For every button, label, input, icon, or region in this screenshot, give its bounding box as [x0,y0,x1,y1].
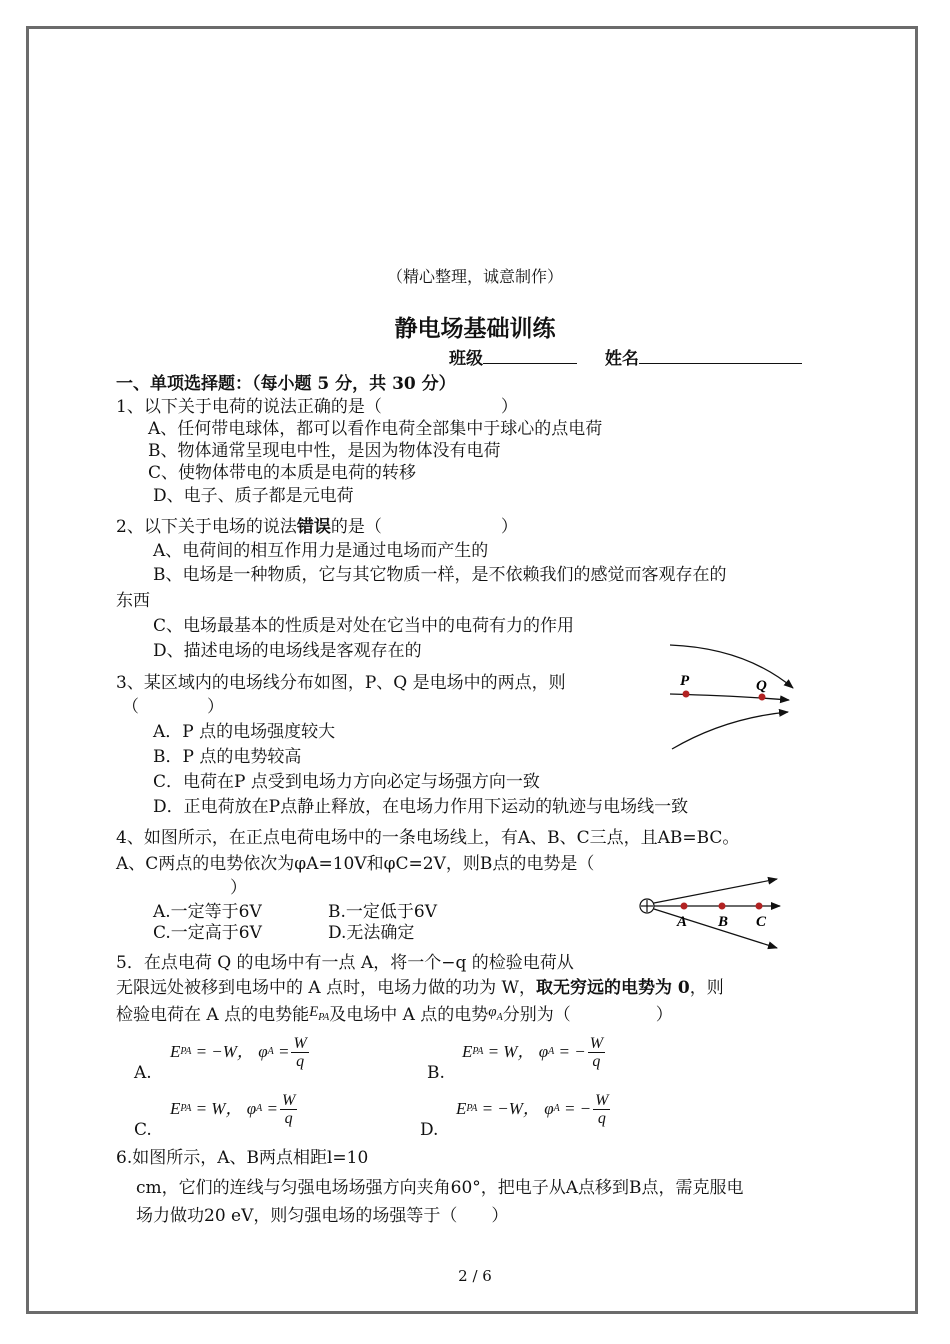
q4-option-d: D.无法确定 [328,923,415,943]
q5-line2-bold: 取无穷远的电势为 0 [535,978,690,998]
q2-option-b-cont: 东西 [116,591,150,611]
q3-option-a: A．P 点的电场强度较大 [153,722,336,742]
q3-stem-cont: （ ） [122,697,224,717]
q3-option-d: D．正电荷放在P点静止释放，在电场力作用下运动的轨迹与电场线一致 [153,797,689,817]
point-b [719,903,726,910]
symbol-e-pa: $E_{PA}$ [309,1004,330,1023]
q5-line2-pre: 无限远处被移到电场中的 A 点时，电场力做的功为 W， [116,978,536,998]
q6-line3: 场力做功20 eV，则匀强电场的场强等于（ ） [136,1206,509,1226]
q5-line3-post: 分别为（ ） [502,1005,673,1025]
q1-option-c: C、使物体带电的本质是电荷的转移 [148,463,417,483]
header-note: （精心整理，诚意制作） [386,267,563,286]
point-c [756,903,763,910]
name-label: 姓名 [604,349,639,369]
q2-stem-pre: 2、以下关于电场的说法 [116,517,297,537]
q2-stem-post: 的是（ ） [330,517,518,537]
q3-field-lines-figure [660,636,805,756]
point-q [759,694,766,701]
q6-line1: 6.如图所示，A、B两点相距l=10 [116,1148,369,1168]
q2-option-d: D、描述电场的电场线是客观存在的 [153,641,422,661]
q1-stem: 1、以下关于电荷的说法正确的是（ ） [116,397,518,417]
q5-option-b-letter: B. [427,1063,445,1083]
class-blank[interactable] [483,347,577,364]
q4-option-b: B.一定低于6V [328,902,437,922]
label-p: P [680,673,690,689]
label-q: Q [756,678,767,694]
q5-option-d-formula: E PA = −W， φ A = − $\frac{W}{q}$ [456,1091,609,1127]
q5-line2-post: ，则 [689,978,724,998]
label-c: C [756,914,767,930]
q2-stem-bold: 错误 [296,517,331,537]
q2-stem [116,516,518,538]
student-info [449,347,802,370]
page-title: 静电场基础训练 [394,315,556,342]
q5-option-d-letter: D. [420,1120,439,1140]
name-blank[interactable] [639,347,802,364]
class-label: 班级 [449,349,483,369]
symbol-phi-a: $\varphi_A$ [488,1004,503,1023]
q4-line2: A、C两点的电势依次为φA=10V和φC=2V，则B点的电势是（ [116,854,595,874]
q4-line3: ） [230,878,247,898]
q3-option-c: C．电荷在P 点受到电场力方向必定与场强方向一致 [153,772,540,792]
q5-line1: 5．在点电荷 Q 的电场中有一点 A，将一个−q 的检验电荷从 [116,953,574,973]
q5-option-b-formula: E PA = W， φ A = − $\frac{W}{q}$ [462,1034,604,1070]
q5-line3-pre: 检验电荷在 A 点的电势能 [116,1005,310,1025]
q5-option-a-formula: E PA = −W， φ A = $\frac{W}{q}$ [170,1034,307,1070]
label-b: B [718,914,729,930]
q2-option-a: A、电荷间的相互作用力是通过电场而产生的 [153,541,489,561]
q5-option-a-letter: A. [134,1063,152,1083]
q3-stem: 3、某区域内的电场线分布如图，P、Q 是电场中的两点，则 [116,673,566,693]
label-a: A [677,914,688,930]
section-heading: 一、单项选择题：（每小题 5 分，共 30 分） [116,374,456,394]
q1-option-d: D、电子、质子都是元电荷 [153,486,354,506]
q5-line2 [116,977,724,999]
q4-option-a: A.一定等于6V [153,902,262,922]
field-line-upper [654,879,777,903]
point-p [683,691,690,698]
q1-option-b: B、物体通常呈现电中性，是因为物体没有电荷 [148,441,501,461]
q4-point-charge-figure [632,876,792,956]
q5-option-c-formula: E PA = W， φ A = $\frac{W}{q}$ [170,1091,296,1127]
q5-line3 [116,1001,673,1029]
q4-line1: 4、如图所示，在正点电荷电场中的一条电场线上，有A、B、C三点，且AB=BC。 [116,828,740,848]
q5-line3-mid: 及电场中 A 点的电势 [329,1005,489,1025]
field-line-bottom [672,712,788,749]
q6-line2: cm，它们的连线与匀强电场场强方向夹角60°，把电子从A点移到B点，需克服电 [136,1178,744,1198]
page-number: 2 / 6 [458,1267,492,1285]
q5-option-c-letter: C. [134,1120,152,1140]
q4-option-c: C.一定高于6V [153,923,262,943]
q2-option-c: C、电场最基本的性质是对处在它当中的电荷有力的作用 [153,616,575,636]
point-a [681,903,688,910]
q3-option-b: B．P 点的电势较高 [153,747,302,767]
q2-option-b: B、电场是一种物质，它与其它物质一样，是不依赖我们的感觉而客观存在的 [153,565,727,585]
q1-option-a: A、任何带电球体，都可以看作电荷全部集中于球心的点电荷 [148,419,603,439]
